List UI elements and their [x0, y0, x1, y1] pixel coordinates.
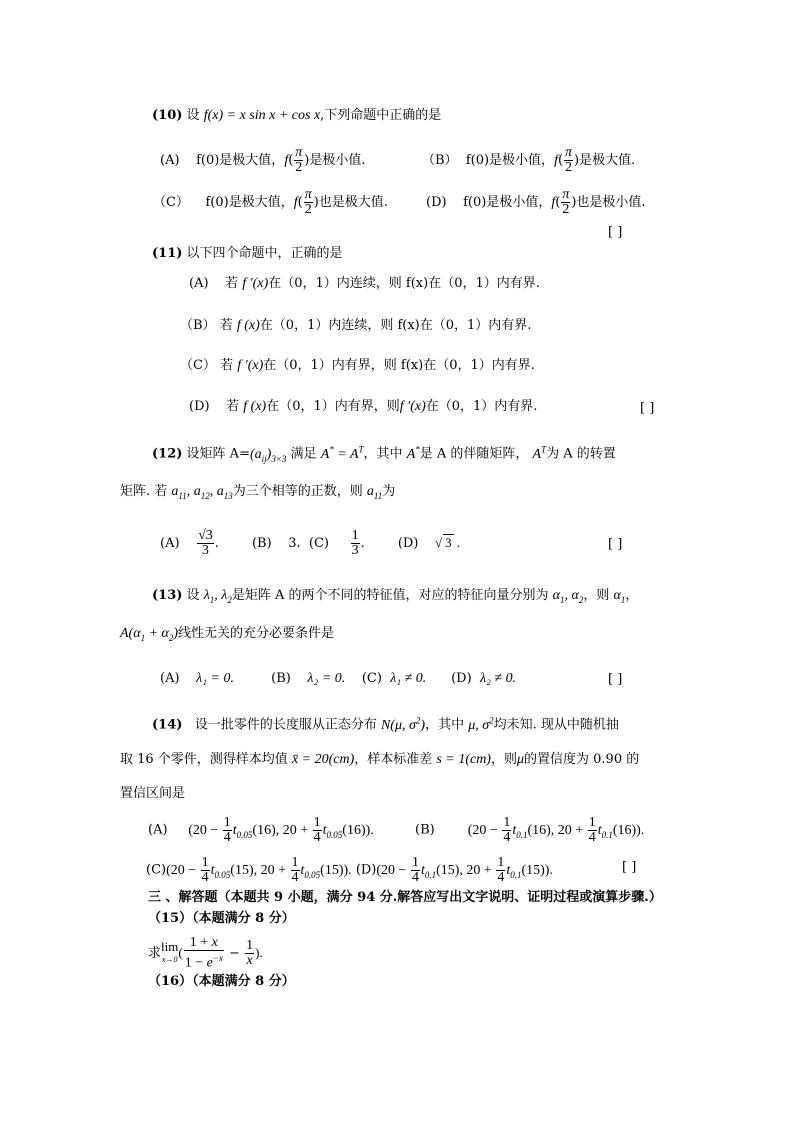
q11-option-d [189, 399, 537, 415]
q10-option-a-text1: f(0)是极大值， [196, 153, 285, 168]
q12-line2: 矩阵. 若 $a_{11}$, $a_{12}$, $a_{13}$为三个相等的正数，则 $a_{11}$为 [120, 484, 396, 501]
q14-option-a-label: (A) [148, 822, 168, 838]
q11-option-b-label: （B） [180, 318, 216, 333]
q10-option-b-text1: f(0)是极小值， [465, 153, 555, 168]
q11-option-b-f: f (x) [236, 318, 260, 333]
q11-option-b [180, 318, 531, 334]
q13-options [160, 671, 516, 687]
q13-answer-bracket: [ ] [608, 672, 623, 687]
q14-option-c: (20 − $\frac{1}{4}$ $t_{0.05}(15)$, 20 + $\frac{1}{4}$ $t_{0.05}(15)$). [166, 855, 352, 885]
section3-title: 三 、解答题（本题共 9 小题，满分 94 分.解答应写出文字说明、证明过程或演算步骤.） [148, 890, 662, 905]
q14-option-b: (B) (20 − $\frac{1}{4}$ $t_{0.1}(16)$, 20 + $\frac{1}{4}$ $t_{0.1}(16)$). [415, 815, 645, 845]
q10-stem-tail: ,下列命题中正确的是 [320, 108, 442, 123]
q11-option-b-pre: 若 [219, 318, 233, 333]
q12-stem5: 为 A 的转置 [546, 446, 616, 462]
q10-option-d-text2: 也是极小值. [576, 195, 646, 210]
q15-title: （15）（本题满分 8 分） [148, 911, 295, 926]
q14-line2c: ，则 [490, 752, 517, 767]
q13-stem3: ，则 [583, 588, 610, 603]
q13-stem: (13) 设 $\lambda_1$, $\lambda_2$是矩阵 A 的两个不同的特征值，对应的特征向量分别为 $\alpha_1$, $\alpha_2$，则 $\alpha_1$， [152, 588, 639, 605]
q14-stem: (14) 设一批零件的长度服从正态分布 N(μ, $\sigma^2$)，其中 μ, $\sigma^2$均未知. 现从中随机抽 [152, 715, 619, 733]
q11-option-a-label: (A) [189, 276, 209, 291]
q11-option-d-f2: f ′(x) [399, 399, 426, 414]
q10-stem-text: 设 [186, 108, 200, 123]
q10-option-a-text2: 是极小值. [309, 153, 366, 168]
q10-option-c-text2: 也是极大值. [318, 195, 388, 210]
q11-option-a-text: 在（0，1）内连续，则 f(x)在（0，1）内有界. [268, 276, 540, 291]
q14-option-d: (20 − $\frac{1}{4}$ $t_{0.1}(15)$, 20 + $\frac{1}{4}$ $t_{0.1}(15)$). [376, 855, 553, 885]
q11-number: (11) [152, 246, 183, 261]
q12-option-c-label: (C) [308, 536, 329, 551]
q13-option-a-label: (A) [160, 671, 180, 686]
q14-stem2: ，其中 [425, 717, 465, 733]
q11-option-b-text: 在（0，1）内连续，则 f(x)在（0，1）内有界. [259, 318, 532, 333]
q14-line2b: ，样本标准差 [354, 752, 433, 767]
q10-option-d-label: (D) [426, 195, 447, 210]
q11-option-c [180, 358, 535, 374]
q11-option-c-label: （C） [180, 358, 216, 373]
q11-stem-text: 以下四个命题中，正确的是 [186, 246, 343, 261]
q14-option-b-label: (B) [415, 822, 435, 838]
q11-option-c-f: f ′(x) [237, 358, 264, 373]
q13-option-d-label: (D) [451, 671, 472, 686]
q10-option-a: (A) f(0)是极大值，f( $\frac{\pi}{2}$ )是极小值. [160, 145, 366, 175]
q12-answer-bracket: [ ] [608, 537, 623, 552]
q10-option-c-text1: f(0)是极大值， [205, 195, 294, 210]
q10-option-d-text1: f(0)是极小值， [463, 195, 552, 210]
q11-stem [152, 246, 343, 262]
q14-line2: 取 16 个零件，测得样本均值 x̄ = 20(cm)，样本标准差 s = 1(cm)，则μ的置信度为 0.90 的 [120, 752, 640, 767]
q12-line2c: 为 [382, 484, 396, 499]
q12-stem: (12) 设矩阵 $A=(a_{ij})_{3\times 3}$ 满足 $A^* = A^T$，其中 A*是 A 的伴随矩阵， $A^T$为 A 的转置 [152, 444, 616, 464]
q12-stem1: 设矩阵 A= [186, 446, 250, 462]
q10-option-b-label: （B） [422, 153, 458, 168]
q12-option-d-value: √ 3 . [434, 535, 461, 550]
q13-stem1: 设 [186, 588, 200, 603]
q13-stem2: 是矩阵 A 的两个不同的特征值，对应的特征向量分别为 [231, 588, 549, 603]
q12-number: (12) [152, 446, 183, 462]
q12-options: (A) $\frac{√3}{3}$ . (B) 3. (C) $\frac{1}{3}$ . (D) √ 3 . [160, 528, 461, 558]
q14-stem1: 设一批零件的长度服从正态分布 [194, 717, 377, 733]
q12-line2a: 矩阵. 若 [120, 484, 168, 499]
q10-option-a-label: (A) [160, 153, 180, 168]
q12-option-b-value: 3. [288, 536, 301, 551]
q16-title: （16）（本题满分 8 分） [148, 974, 295, 989]
q13-option-c-label: (C) [361, 671, 382, 686]
q10-option-b: （B） f(0)是极小值，f( $\frac{\pi}{2}$ )是极大值. [422, 145, 636, 175]
q13-line2: $A(\alpha_1 + \alpha_2)$线性无关的充分必要条件是 [120, 626, 335, 643]
q13-option-d: λ₂ ≠ 0. [479, 671, 517, 686]
q11-option-d-pre: 若 [226, 399, 240, 414]
q13-option-b-label: (B) [271, 671, 291, 686]
q12-stem4: 是 A 的伴随矩阵， [419, 446, 529, 462]
q12-option-a-value: $\frac{√3}{3}$ [198, 528, 213, 558]
q12-option-c-value: $\frac{1}{3}$ [351, 528, 359, 558]
q11-answer-bracket: [ ] [640, 401, 655, 416]
q13-option-a: λ₁ = 0. [196, 671, 234, 686]
q14-option-c-label: (C) [146, 862, 167, 878]
q14-stem3: 均未知. 现从中随机抽 [493, 717, 619, 733]
q14-number: (14) [152, 717, 183, 733]
q13-option-b: λ₂ = 0. [307, 671, 346, 686]
q14-option-d-label: (D) [355, 862, 377, 878]
q15-problem: 求lim x→0( $\frac{1 + x}{1 - e^{-x}}$ − $\frac{1}{x}$ ). [148, 935, 263, 971]
q10-stem [152, 108, 441, 124]
q14-line2a: 取 16 个零件，测得样本均值 [120, 752, 288, 767]
q14-line3: 置信区间是 [120, 786, 186, 801]
q11-option-d-f: f (x) [243, 399, 267, 414]
q12-stem2: 满足 [290, 446, 317, 462]
q11-option-c-text: 在（0，1）内有界，则 f(x)在（0，1）内有界. [263, 358, 535, 373]
q12-option-d-label: (D) [397, 536, 419, 551]
q10-number: (10) [152, 108, 183, 123]
q15-pre: 求 [148, 945, 162, 961]
q12-line2b: 为三个相等的正数，则 [232, 484, 363, 499]
q10-answer-bracket: [ ] [608, 225, 623, 240]
q10-formula: f(x) = x sin x + cos x [203, 108, 321, 123]
q13-number: (13) [152, 588, 183, 603]
q11-option-d-text: 在（0，1）内有界. [425, 399, 538, 414]
q10-option-b-text2: 是极大值. [579, 153, 636, 168]
q13-line2-text: 线性无关的充分必要条件是 [178, 626, 335, 641]
q14-option-a: (A) (20 − $\frac{1}{4}$ $t_{0.05}(16)$, 20 + $\frac{1}{4}$ $t_{0.05}(16)$). [148, 815, 374, 845]
q11-option-d-mid: 在（0，1）内有界，则 [266, 399, 400, 414]
q11-option-c-pre: 若 [220, 358, 234, 373]
q12-stem3: ，其中 [363, 446, 403, 462]
q12-option-b-label: (B) [251, 536, 272, 551]
q13-option-c: λ₁ ≠ 0. [390, 671, 427, 686]
q14-options-cd [146, 856, 553, 885]
q11-option-a-pre: 若 [225, 276, 239, 291]
q11-option-d-label: (D) [189, 399, 210, 414]
q11-option-a [189, 276, 540, 292]
q11-option-a-f: f ′(x) [242, 276, 269, 291]
q14-answer-bracket: [ ] [622, 860, 637, 875]
q10-option-c-label: （C） [153, 195, 189, 210]
q14-line2d: 的置信度为 0.90 的 [524, 752, 640, 767]
q10-option-d: (D) f(0)是极小值，f( $\frac{\pi}{2}$ )也是极小值. [426, 187, 646, 217]
q12-option-a-label: (A) [160, 536, 180, 551]
q10-option-c: （C） f(0)是极大值，f( $\frac{\pi}{2}$ )也是极大值. [153, 187, 388, 217]
